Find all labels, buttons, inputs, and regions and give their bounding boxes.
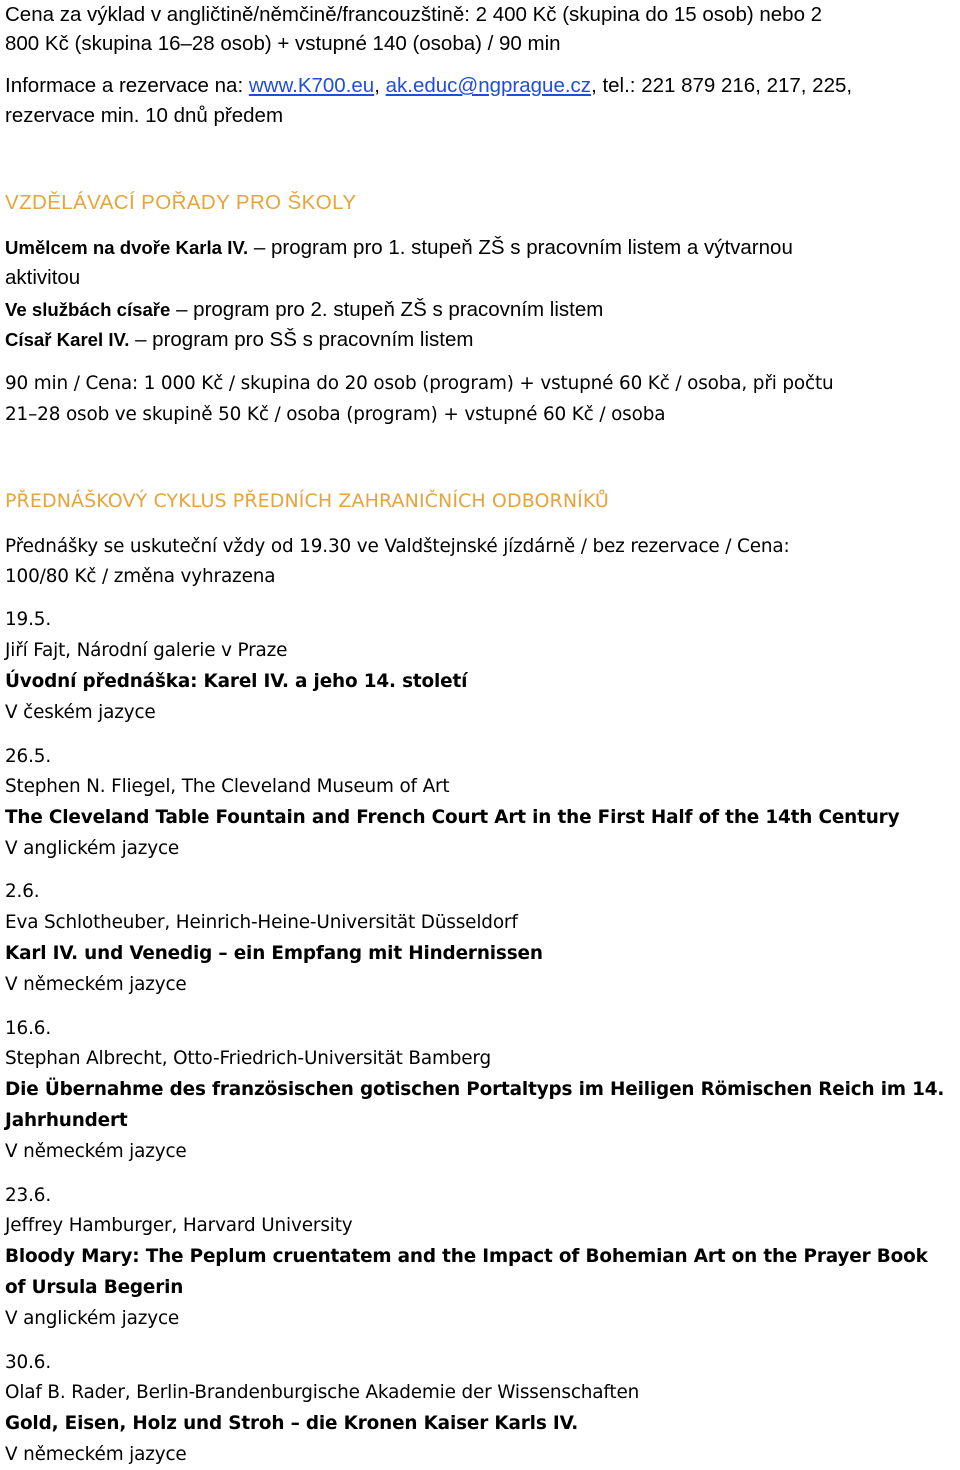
lecture-title: Bloody Mary: The Peplum cruentatem and the Impact of Bohemian Art on the Prayer Book [5,1246,928,1267]
lecture-date: 26.5. [5,746,52,767]
contact-prefix: Informace a rezervace na: [5,74,249,97]
lecture-date: 2.6. [5,881,40,902]
program-3-title: Císař Karel IV. [5,329,130,350]
program-1-title: Umělcem na dvoře Karla IV. [5,237,249,258]
lectures-intro-line-2: 100/80 Kč / změna vyhrazena [5,566,276,587]
schools-heading: VZDĚLÁVACÍ POŘADY PRO ŠKOLY [5,191,357,214]
lectures-intro-line-1: Přednášky se uskuteční vždy od 19.30 ve Valdštejnské jízdárně / bez rezervace / Cena: [5,536,790,557]
lecture-speaker: Jeffrey Hamburger, Harvard University [5,1215,353,1236]
program-3 [5,325,473,355]
program-1-desc-cont: aktivitou [5,266,81,289]
tour-price-line-2: 800 Kč (skupina 16–28 osob) + vstupné 140 (osoba) / 90 min [5,32,561,55]
lecture-speaker: Olaf B. Rader, Berlin-Brandenburgische Akademie der Wissenschaften [5,1382,640,1403]
lectures-heading: PŘEDNÁŠKOVÝ CYKLUS PŘEDNÍCH ZAHRANIČNÍCH ODBORNÍKŮ [5,490,609,512]
lecture-title: The Cleveland Table Fountain and French Court Art in the First Half of the 14th Century [5,807,900,828]
lecture-date: 23.6. [5,1185,52,1206]
email-link[interactable]: ak.educ@ngprague.cz [385,74,592,97]
program-2-desc: – program pro 2. stupeň ZŠ s pracovním listem [170,298,604,321]
lecture-language: V anglickém jazyce [5,838,180,859]
web-link[interactable]: www.K700.eu [248,74,375,97]
tour-price-line-1: Cena za výklad v angličtině/němčině/francouzštině: 2 400 Kč (skupina do 15 osob) nebo 2 [5,3,823,26]
phone-numbers: , tel.: 221 879 216, 217, 225, [591,74,853,97]
lecture-date: 19.5. [5,609,52,630]
lecture-title: Die Übernahme des französischen gotischen Portaltyps im Heiligen Römischen Reich im 14. [5,1079,945,1100]
lecture-date: 30.6. [5,1352,52,1373]
contact-separator: , [374,74,386,97]
lecture-date: 16.6. [5,1018,52,1039]
lecture-title: Úvodní přednáška: Karel IV. a jeho 14. století [5,671,468,692]
lecture-title-cont: Jahrhundert [5,1110,128,1131]
lecture-language: V anglickém jazyce [5,1308,180,1329]
lecture-speaker: Eva Schlotheuber, Heinrich-Heine-Universität Düsseldorf [5,912,518,933]
program-2-title: Ve službách císaře [5,299,171,320]
lecture-speaker: Jiří Fajt, Národní galerie v Praze [5,640,288,661]
lecture-title-cont: of Ursula Begerin [5,1277,184,1298]
contact-line [5,71,852,101]
program-1 [5,233,793,263]
lecture-language: V německém jazyce [5,1444,187,1465]
program-3-desc: – program pro SŠ s pracovním listem [129,328,474,351]
reservation-note: rezervace min. 10 dnů předem [5,104,284,127]
lecture-speaker: Stephan Albrecht, Otto-Friedrich-Universität Bamberg [5,1048,492,1069]
lecture-title: Gold, Eisen, Holz und Stroh – die Kronen Kaiser Karls IV. [5,1413,579,1434]
program-1-desc: – program pro 1. stupeň ZŠ s pracovním listem a výtvarnou [248,236,793,259]
lecture-language: V německém jazyce [5,1141,187,1162]
schools-price-line-1: 90 min / Cena: 1 000 Kč / skupina do 20 osob (program) + vstupné 60 Kč / osoba, při počtu [5,373,834,394]
lecture-speaker: Stephen N. Fliegel, The Cleveland Museum of Art [5,776,450,797]
lecture-language: V německém jazyce [5,974,187,995]
lecture-language: V českém jazyce [5,702,156,723]
lecture-title: Karl IV. und Venedig – ein Empfang mit Hindernissen [5,943,543,964]
program-2 [5,295,603,325]
schools-price-line-2: 21–28 osob ve skupině 50 Kč / osoba (program) + vstupné 60 Kč / osoba [5,404,666,425]
